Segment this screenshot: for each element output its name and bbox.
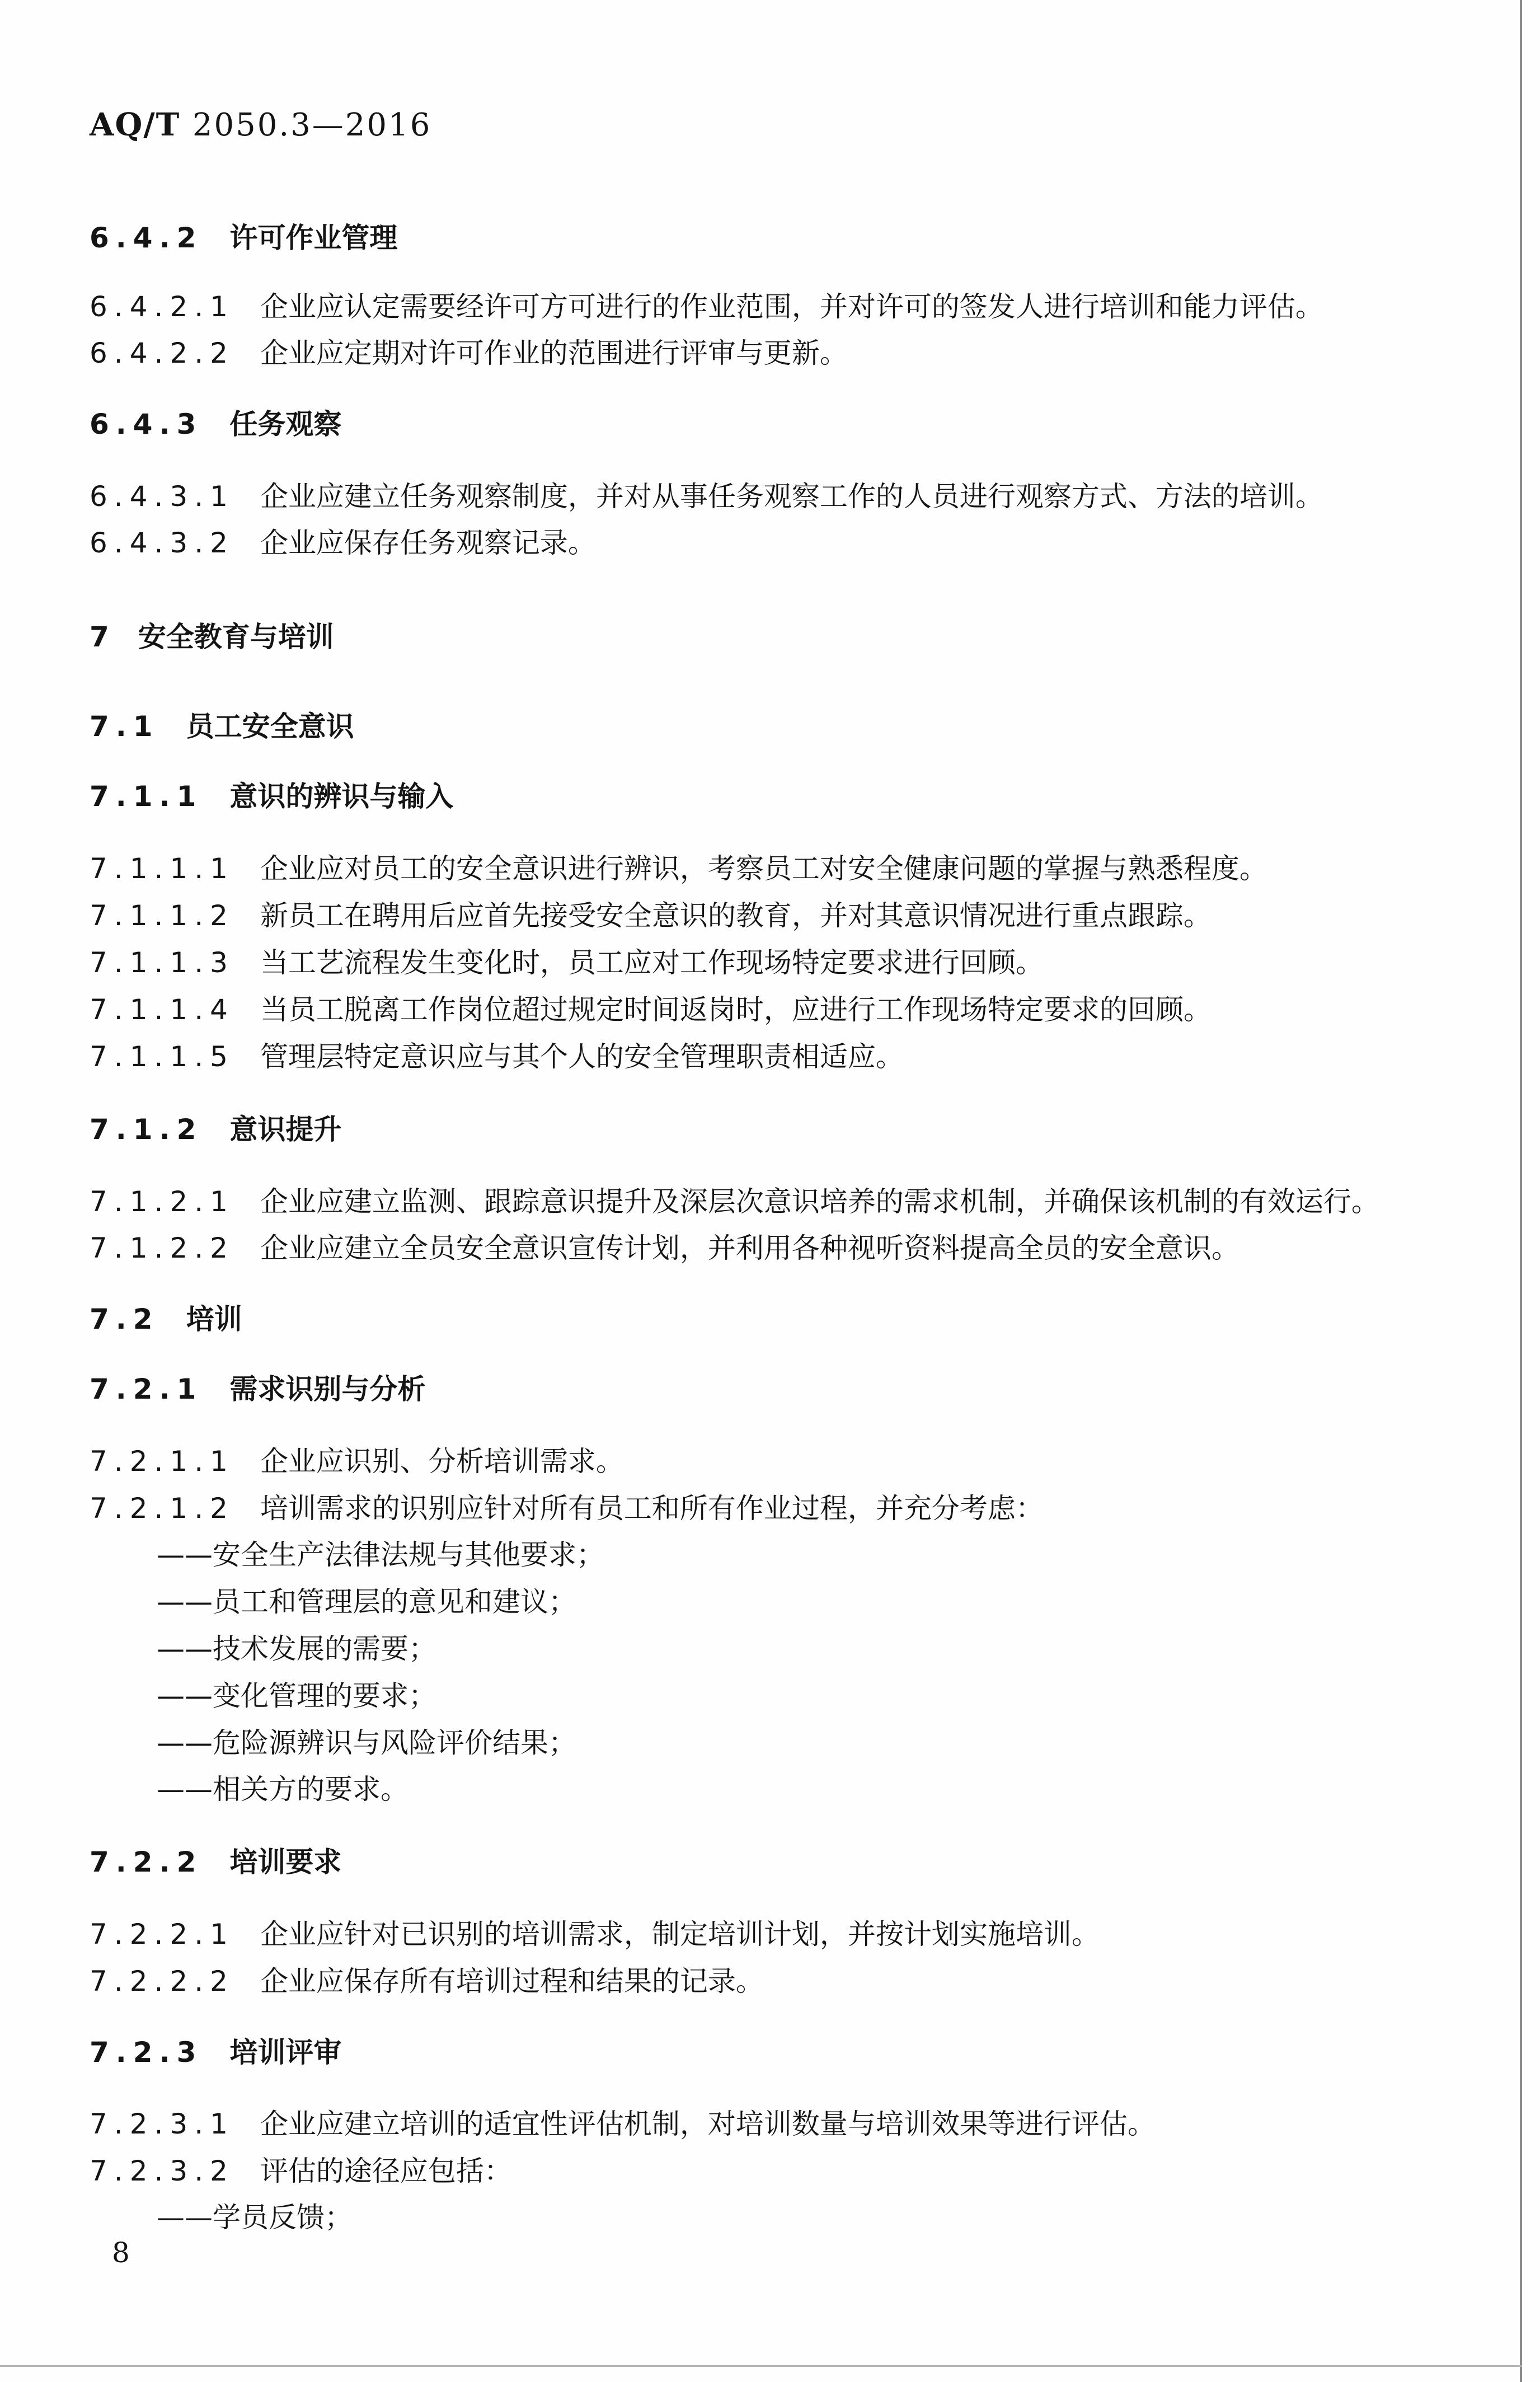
clause-number: 7.2.1.2 [90, 1492, 234, 1525]
clause-line [90, 1959, 764, 1999]
clause-number: 7.1 [90, 710, 159, 743]
standard-header [90, 106, 431, 143]
clause-number: 7 [90, 621, 116, 653]
clause-line [90, 1226, 1239, 1266]
clause-number: 6.4.3 [90, 408, 203, 440]
clause-text: 企业应建立任务观察制度，并对从事任务观察工作的人员进行观察方式、方法的培训。 [260, 480, 1323, 513]
clause-line [90, 284, 1323, 325]
clause-number: 7.1.1.5 [90, 1040, 234, 1073]
clause-number: 6.4.2.1 [90, 290, 234, 323]
clause-number: 7.1.1.3 [90, 946, 234, 979]
clause-text: 当工艺流程发生变化时，员工应对工作现场特定要求进行回顾。 [260, 946, 1044, 979]
clause-text: 企业应定期对许可作业的范围进行评审与更新。 [260, 337, 848, 369]
clause-text: 任务观察 [229, 408, 342, 440]
section-heading [90, 402, 341, 442]
clause-number: 7.2.3.1 [90, 2108, 234, 2140]
clause-number: 7.2.2.2 [90, 1965, 234, 1997]
section-heading [90, 1840, 341, 1880]
clause-text: 当员工脱离工作岗位超过规定时间返岗时，应进行工作现场特定要求的回顾。 [260, 993, 1212, 1026]
clause-text: 培训需求的识别应针对所有员工和所有作业过程，并充分考虑： [260, 1492, 1044, 1525]
clause-line [90, 1439, 624, 1479]
clause-text: 企业应保存所有培训过程和结果的记录。 [260, 1965, 764, 1997]
clause-number: 7.1.2.1 [90, 1185, 234, 1218]
section-heading [90, 1367, 425, 1407]
standard-code: AQ/T [90, 106, 181, 143]
section-heading [90, 2030, 341, 2070]
clause-number: 7.1.1.4 [90, 993, 234, 1026]
clause-text: 企业应对员工的安全意识进行辨识，考察员工对安全健康问题的掌握与熟悉程度。 [260, 852, 1267, 885]
clause-line [90, 846, 1267, 887]
dash-list-item: ——员工和管理层的意见和建议； [157, 1586, 576, 1618]
page-edge-bottom [0, 2365, 1522, 2367]
clause-text: 评估的途径应包括： [260, 2155, 512, 2187]
clause-number: 6.4.2 [90, 222, 203, 254]
clause-number: 7.1.1.1 [90, 852, 234, 885]
clause-text: 意识的辨识与输入 [229, 780, 454, 813]
clause-text: 培训 [186, 1303, 242, 1335]
section-heading [90, 1107, 341, 1147]
clause-line [90, 331, 848, 371]
clause-number: 7.1.2.2 [90, 1232, 234, 1264]
section-heading [90, 1297, 242, 1337]
clause-line [90, 1486, 1044, 1526]
clause-number: 6.4.3.2 [90, 527, 234, 559]
section-heading [90, 704, 354, 744]
clause-text: 企业应针对已识别的培训需求，制定培训计划，并按计划实施培训。 [260, 1918, 1100, 1950]
clause-text: 管理层特定意识应与其个人的安全管理职责相适应。 [260, 1040, 904, 1073]
clause-line [90, 474, 1323, 514]
clause-number: 7.2 [90, 1303, 159, 1335]
clause-number: 7.1.1 [90, 780, 203, 813]
section-heading [90, 774, 453, 814]
clause-number: 6.4.3.1 [90, 480, 234, 513]
clause-text: 企业应识别、分析培训需求。 [260, 1445, 624, 1478]
clause-text: 企业应建立培训的适宜性评估机制，对培训数量与培训效果等进行评估。 [260, 2108, 1156, 2140]
clause-text: 企业应认定需要经许可方可进行的作业范围，并对许可的签发人进行培训和能力评估。 [260, 290, 1323, 323]
dash-list-item: ——技术发展的需要； [157, 1633, 436, 1665]
section-heading [90, 215, 397, 256]
clause-number: 7.2.1.1 [90, 1445, 234, 1478]
clause-text: 培训要求 [229, 1846, 342, 1878]
clause-line [90, 2149, 512, 2189]
clause-line [90, 2102, 1156, 2142]
clause-line [90, 1912, 1100, 1952]
clause-line [90, 1179, 1379, 1220]
chapter-heading [90, 615, 334, 655]
clause-line [90, 987, 1212, 1028]
clause-line [90, 893, 1212, 934]
clause-text: 新员工在聘用后应首先接受安全意识的教育，并对其意识情况进行重点跟踪。 [260, 899, 1212, 932]
clause-text: 企业应保存任务观察记录。 [260, 527, 596, 559]
clause-number: 7.1.1.2 [90, 899, 234, 932]
dash-list-item: ——相关方的要求。 [157, 1773, 409, 1806]
clause-text: 许可作业管理 [229, 222, 398, 254]
dash-list-item: ——安全生产法律法规与其他要求； [157, 1539, 604, 1571]
clause-number: 6.4.2.2 [90, 337, 234, 369]
dash-list-item: ——危险源辨识与风险评价结果； [157, 1727, 576, 1759]
standard-number: 2050.3—2016 [192, 107, 432, 143]
clause-line [90, 521, 596, 561]
clause-line [90, 940, 1044, 981]
clause-text: 需求识别与分析 [229, 1373, 426, 1405]
clause-text: 安全教育与培训 [138, 621, 334, 653]
clause-number: 7.2.2 [90, 1846, 203, 1878]
page-edge-right [1520, 0, 1522, 2382]
clause-number: 7.2.1 [90, 1373, 203, 1405]
dash-list-item: ——学员反馈； [157, 2201, 353, 2234]
clause-line [90, 1034, 904, 1075]
clause-text: 员工安全意识 [186, 710, 354, 743]
clause-text: 企业应建立监测、跟踪意识提升及深层次意识培养的需求机制，并确保该机制的有效运行。 [260, 1185, 1379, 1218]
clause-number: 7.2.3 [90, 2036, 203, 2069]
clause-text: 意识提升 [229, 1113, 342, 1146]
clause-text: 培训评审 [229, 2036, 342, 2069]
clause-number: 7.2.3.2 [90, 2155, 234, 2187]
clause-text: 企业应建立全员安全意识宣传计划，并利用各种视听资料提高全员的安全意识。 [260, 1232, 1239, 1264]
clause-number: 7.1.2 [90, 1113, 203, 1146]
dash-list-item: ——变化管理的要求； [157, 1680, 436, 1712]
clause-number: 7.2.2.1 [90, 1918, 234, 1950]
page-number: 8 [112, 2236, 130, 2269]
